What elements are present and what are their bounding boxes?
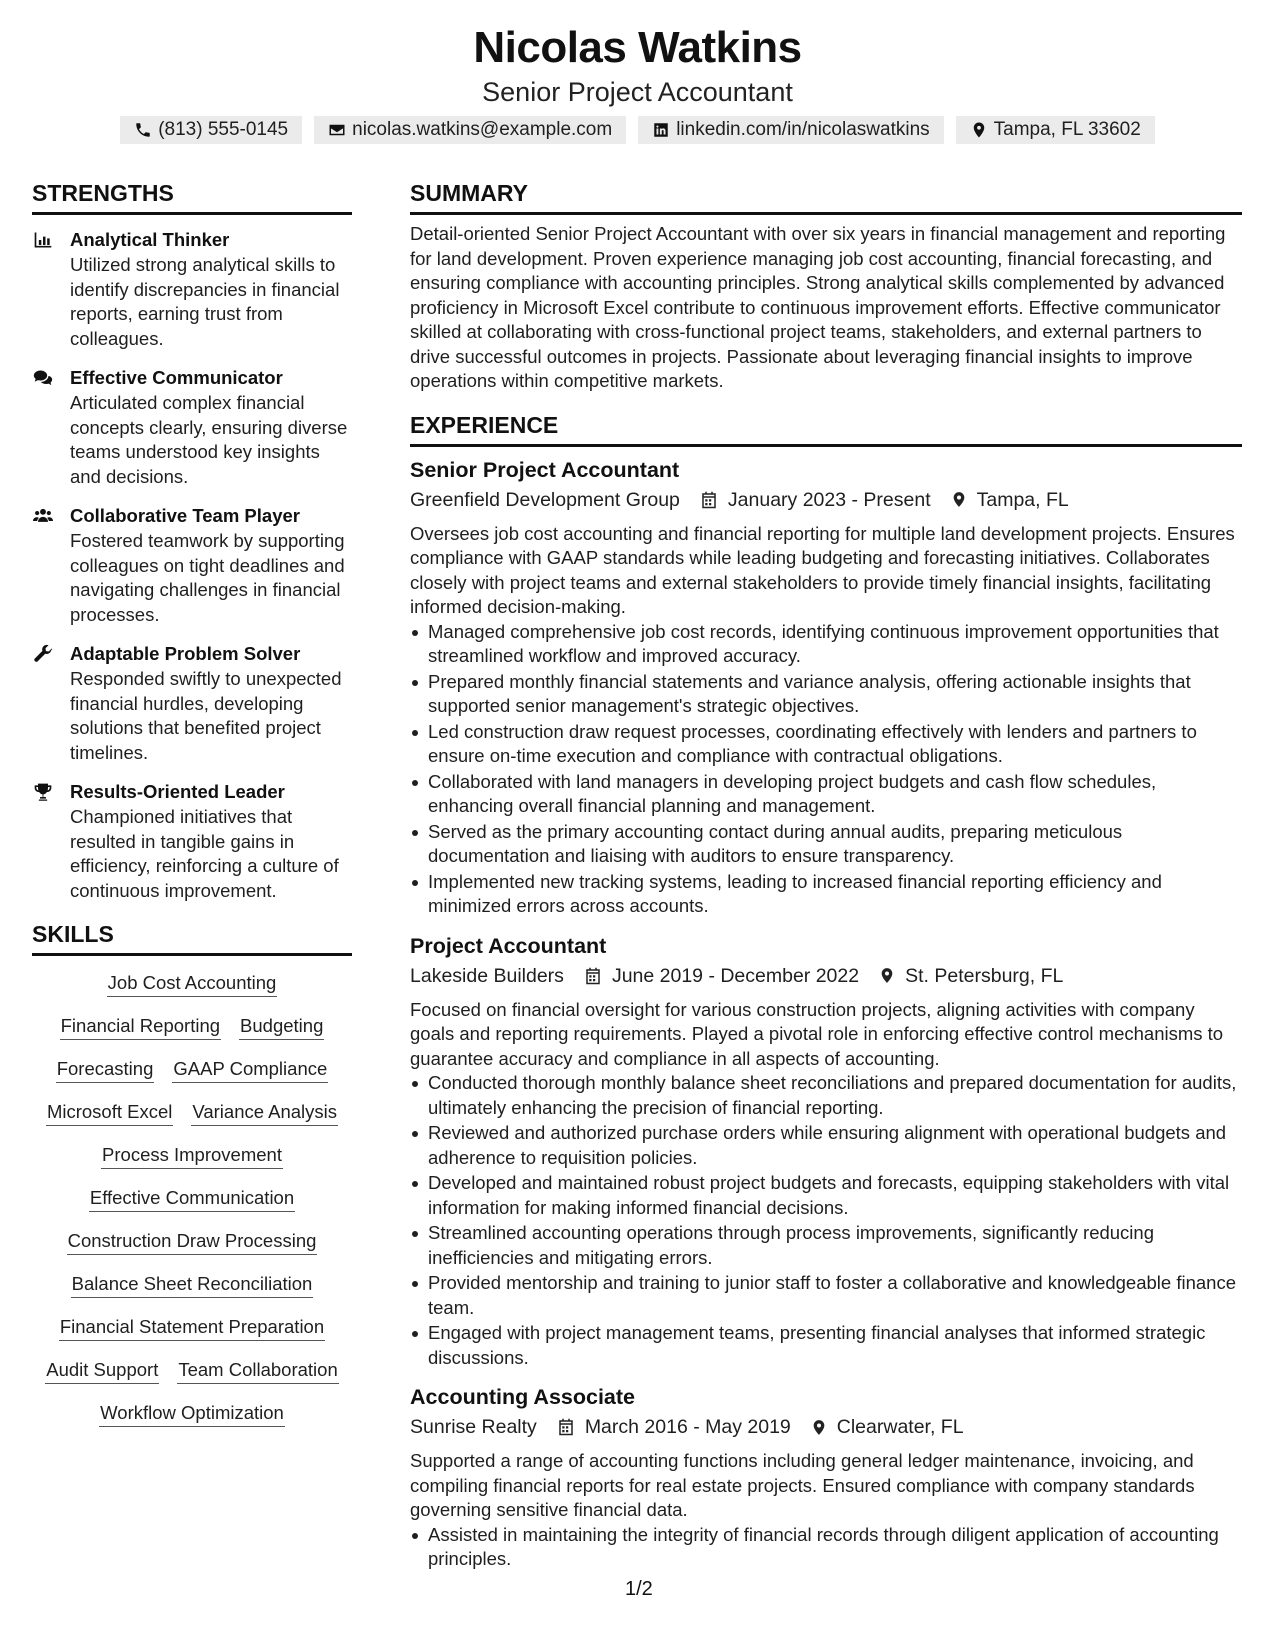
job-company: Sunrise Realty [410, 1416, 537, 1438]
job-company: Lakeside Builders [410, 964, 564, 987]
skill-tag: Effective Communication [89, 1185, 295, 1212]
skill-tag: GAAP Compliance [172, 1056, 328, 1083]
strength-item [32, 227, 352, 351]
contact-location [956, 116, 1155, 144]
contact-linkedin-text: linkedin.com/in/nicolaswatkins [676, 119, 930, 140]
skill-tag: Balance Sheet Reconciliation [71, 1271, 314, 1298]
strength-item [32, 503, 352, 627]
skill-tag: Financial Reporting [60, 1013, 221, 1040]
job-title: Accounting Associate [410, 1385, 635, 1409]
list-item: Provided mentorship and training to junior staff to foster a collaborative and knowledgeable finance team. [410, 1271, 1242, 1320]
list-item: Conducted thorough monthly balance sheet reconciliations and prepared documentation for audits, ultimately enhancing the precision of financial reporting. [410, 1071, 1242, 1120]
job-description: Supported a range of accounting functions including general ledger maintenance, invoicing, and compiling financial reports for real estate projects. Ensured compliance with company standards governing sensitive financial data. [410, 1450, 1195, 1520]
candidate-title: Senior Project Accountant [482, 77, 793, 107]
list-item: Reviewed and authorized purchase orders while ensuring alignment with operational budgets and adherence to requisition policies. [410, 1121, 1242, 1170]
linkedin-icon [652, 121, 670, 139]
job-entry [410, 931, 1242, 1371]
job-meta [410, 485, 1242, 515]
users-icon [32, 506, 54, 526]
skill-tag: Budgeting [239, 1013, 324, 1040]
job-title: Senior Project Accountant [410, 457, 680, 482]
strength-desc: Articulated complex financial concepts clearly, ensuring diverse teams understood key insights and decisions. [70, 392, 348, 487]
job-meta [410, 1412, 1242, 1442]
skill-tag: Audit Support [45, 1357, 159, 1384]
summary-text: Detail-oriented Senior Project Accountant with over six years in financial management and reporting for land development. Proven experience managing job cost accounting, financial forecasting, and ensuring compliance with accounting principles. Strong analytical skills complemented by advanced proficiency in Microsoft Excel contribute to continuous improvement efforts. Effective communicator skilled at collaborating with cross-functional project teams, stakeholders, and external partners to drive successful outcomes in projects. Passionate about leveraging financial insights to improve operations within competitive markets. [410, 223, 1226, 391]
strength-item [32, 641, 352, 765]
list-item: Developed and maintained robust project budgets and forecasts, equipping stakeholders with vital information for making informed financial decisions. [410, 1171, 1242, 1220]
strength-item [32, 365, 352, 489]
strength-name: Analytical Thinker [70, 229, 230, 250]
wrench-icon [32, 644, 54, 664]
job-meta [410, 961, 1242, 991]
job-bullets [410, 1523, 1242, 1572]
skill-tag: Financial Statement Preparation [59, 1314, 325, 1341]
job-bullets [410, 620, 1242, 919]
map-pin-icon [951, 490, 967, 509]
skill-tag: Process Improvement [101, 1142, 283, 1169]
strength-desc: Utilized strong analytical skills to identify discrepancies in financial reports, earning trust from colleagues. [70, 254, 340, 349]
resume-header [0, 20, 1275, 144]
phone-icon [134, 121, 152, 139]
strength-name: Collaborative Team Player [70, 505, 300, 526]
job-dates: June 2019 - December 2022 [611, 964, 860, 987]
job-location: St. Petersburg, FL [905, 964, 1064, 987]
bar-chart-icon [32, 230, 54, 250]
job-entry [410, 455, 1242, 919]
job-bullets [410, 1071, 1242, 1370]
skill-tag: Workflow Optimization [99, 1400, 285, 1427]
strength-desc: Championed initiatives that resulted in tangible gains in efficiency, reinforcing a culture of continuous improvement. [70, 806, 339, 901]
candidate-name: Nicolas Watkins [473, 23, 802, 72]
map-pin-icon [811, 1418, 827, 1437]
skills-list [32, 970, 352, 1427]
list-item: Engaged with project management teams, presenting financial analyses that informed strategic discussions. [410, 1321, 1242, 1370]
job-title: Project Accountant [410, 933, 607, 958]
strength-name: Results-Oriented Leader [70, 781, 285, 802]
summary-heading: SUMMARY [410, 176, 1242, 215]
map-pin-icon [879, 966, 895, 985]
skill-tag: Variance Analysis [191, 1099, 338, 1126]
contact-linkedin[interactable] [638, 116, 943, 144]
job-dates: March 2016 - May 2019 [584, 1416, 791, 1438]
map-pin-icon [970, 121, 988, 139]
strength-desc: Responded swiftly to unexpected financial hurdles, developing solutions that benefited project timelines. [70, 668, 342, 763]
page-number: 1/2 [625, 1578, 653, 1600]
job-description: Focused on financial oversight for various construction projects, aligning activities with company goals and reporting requirements. Played a pivotal role in enforcing effective control mechanisms to guarantee accuracy and compliance in all aspects of accounting. [410, 998, 1224, 1069]
strength-item [32, 779, 352, 903]
list-item: Led construction draw request processes, coordinating effectively with lenders and partners to ensure on-time execution and compliance with contractual obligations. [410, 720, 1242, 769]
contact-bar [0, 116, 1275, 144]
list-item: Streamlined accounting operations through process improvements, significantly reducing inefficiencies and mitigating errors. [410, 1221, 1242, 1270]
strength-name: Effective Communicator [70, 367, 283, 388]
strength-name: Adaptable Problem Solver [70, 643, 301, 664]
contact-email-text: nicolas.watkins@example.com [352, 119, 613, 140]
sidebar [32, 176, 352, 1427]
envelope-icon [328, 121, 346, 139]
job-company: Greenfield Development Group [410, 488, 680, 511]
skill-tag: Microsoft Excel [46, 1099, 173, 1126]
contact-phone-text: (813) 555-0145 [158, 119, 289, 140]
strengths-heading: STRENGTHS [32, 176, 352, 215]
strength-desc: Fostered teamwork by supporting colleagues on tight deadlines and navigating challenges in financial processes. [70, 530, 345, 625]
list-item: Collaborated with land managers in developing project budgets and cash flow schedules, enhancing overall financial planning and management. [410, 770, 1242, 819]
list-item: Managed comprehensive job cost records, identifying continuous improvement opportunities that streamlined workflow and improved accuracy. [410, 620, 1242, 669]
contact-phone[interactable] [120, 116, 302, 144]
list-item: Prepared monthly financial statements and variance analysis, offering actionable insights that supported senior management's strategic objectives. [410, 670, 1242, 719]
skill-tag: Job Cost Accounting [107, 970, 278, 997]
trophy-icon [32, 782, 54, 802]
calendar-icon [557, 1418, 575, 1436]
list-item: Assisted in maintaining the integrity of financial records through diligent application of accounting principles. [410, 1523, 1242, 1572]
list-item: Served as the primary accounting contact during annual audits, preparing meticulous documentation and liaising with auditors to ensure transparency. [410, 820, 1242, 869]
calendar-icon [700, 491, 718, 509]
job-location: Clearwater, FL [836, 1416, 964, 1438]
list-item: Implemented new tracking systems, leading to increased financial reporting efficiency and minimized errors across accounts. [410, 870, 1242, 919]
strengths-list [32, 227, 352, 903]
skills-heading: SKILLS [32, 917, 352, 956]
calendar-icon [584, 967, 602, 985]
contact-location-text: Tampa, FL 33602 [993, 119, 1141, 140]
job-description: Oversees job cost accounting and financial reporting for multiple land development projects. Ensures compliance with GAAP standards while leading budgeting and forecasting initiatives. Collaborates closely with project teams and external stakeholders to provide timely financial insights, facilitating informed decision-making. [410, 522, 1235, 617]
skill-tag: Forecasting [56, 1056, 155, 1083]
job-dates: January 2023 - Present [727, 488, 931, 511]
main-column [410, 176, 1242, 1573]
skill-tag: Team Collaboration [177, 1357, 338, 1384]
contact-email[interactable] [314, 116, 626, 144]
job-location: Tampa, FL [976, 488, 1069, 511]
comments-icon [32, 368, 54, 388]
job-entry [410, 1382, 1242, 1572]
skill-tag: Construction Draw Processing [67, 1228, 318, 1255]
experience-heading: EXPERIENCE [410, 408, 1242, 447]
